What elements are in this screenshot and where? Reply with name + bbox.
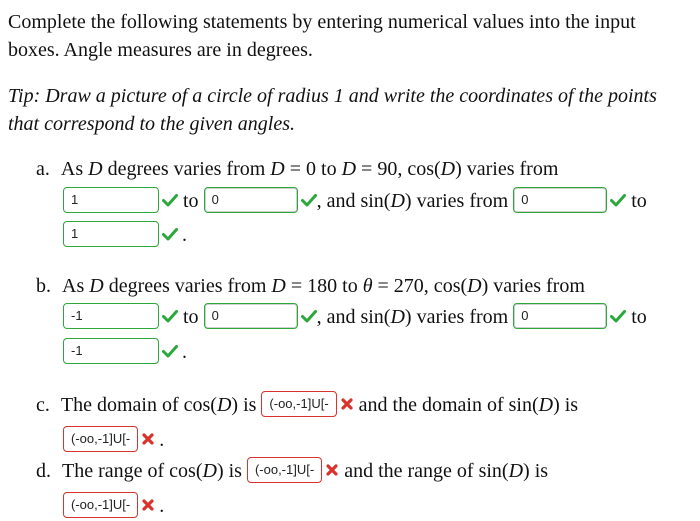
question-d-letter: d. bbox=[36, 460, 51, 482]
question-a-text-3: = 0 to bbox=[284, 158, 342, 180]
to-text: to bbox=[631, 306, 647, 328]
question-a-text-4: = 90, cos( bbox=[356, 158, 441, 180]
period-text: . bbox=[159, 429, 165, 451]
and-text: , and sin( bbox=[316, 306, 391, 328]
check-icon bbox=[162, 193, 178, 207]
cross-icon bbox=[340, 397, 354, 411]
check-icon bbox=[301, 193, 317, 207]
answer-b1-input[interactable]: -1 bbox=[63, 303, 159, 329]
question-a-letter: a. bbox=[36, 158, 50, 180]
and-text: , and sin( bbox=[316, 190, 391, 212]
answer-d2-input[interactable]: (-oo,-1]U[- bbox=[63, 492, 138, 518]
question-c-text-2: ) is bbox=[231, 394, 257, 416]
var-d: D bbox=[341, 158, 357, 180]
question-c-text-4: ) is bbox=[553, 394, 579, 416]
question-b-text-3: = 180 to bbox=[285, 275, 363, 297]
answer-a4-input[interactable]: 1 bbox=[63, 221, 159, 247]
answer-b4-input[interactable]: -1 bbox=[63, 338, 159, 364]
question-c-letter: c. bbox=[36, 394, 50, 416]
question-b-letter: b. bbox=[36, 275, 51, 297]
question-b-text-1: As bbox=[62, 275, 90, 297]
cross-icon bbox=[141, 498, 155, 512]
answer-d1-input[interactable]: (-oo,-1]U[- bbox=[247, 457, 322, 483]
question-d-text-2: ) is bbox=[216, 460, 242, 482]
question-b-text-2: degrees varies from bbox=[103, 275, 272, 297]
instructions-text: Complete the following statements by entering numerical values into the input boxes. Angle measures are in degrees. bbox=[8, 11, 636, 61]
question-d-text-4: ) is bbox=[523, 460, 549, 482]
period-text: . bbox=[182, 224, 187, 246]
var-d: D bbox=[538, 394, 554, 416]
question-a-text-5: ) varies from bbox=[455, 158, 559, 180]
var-d: D bbox=[390, 190, 405, 212]
answer-a1-input[interactable]: 1 bbox=[63, 187, 159, 213]
answer-c2-input[interactable]: (-oo,-1]U[- bbox=[63, 426, 138, 452]
var-d: D bbox=[508, 460, 524, 482]
question-c-text-3: and the domain of sin( bbox=[358, 394, 539, 416]
question-d-text-3: and the range of sin( bbox=[344, 460, 509, 482]
var-d: D bbox=[390, 306, 405, 328]
question-c-text-1: The domain of cos( bbox=[60, 394, 217, 416]
check-icon bbox=[301, 309, 317, 323]
var-d: D bbox=[467, 275, 482, 297]
varies-text: ) varies from bbox=[404, 306, 509, 328]
var-theta: θ bbox=[362, 275, 373, 297]
check-icon bbox=[162, 309, 178, 323]
cross-icon bbox=[141, 432, 155, 446]
question-a-text-1: As bbox=[60, 158, 89, 180]
question-a-text-2: degrees varies from bbox=[102, 158, 271, 180]
to-text: to bbox=[183, 306, 199, 328]
tip-text: Tip: Draw a picture of a circle of radius 1 and write the coordinates of the points that correspond to the given angles. bbox=[8, 85, 657, 135]
answer-c1-input[interactable]: (-oo,-1]U[- bbox=[261, 391, 336, 417]
question-b-text-4: = 270, cos( bbox=[372, 275, 468, 297]
check-icon bbox=[610, 309, 626, 323]
question-b-text-5: ) varies from bbox=[481, 275, 585, 297]
var-d: D bbox=[202, 460, 217, 482]
var-d: D bbox=[270, 158, 285, 180]
answer-b2-input[interactable]: 0 bbox=[204, 303, 298, 329]
var-d: D bbox=[440, 158, 456, 180]
to-text: to bbox=[631, 190, 647, 212]
answer-a2-input[interactable]: 0 bbox=[204, 187, 298, 213]
var-d: D bbox=[216, 394, 232, 416]
answer-a3-input[interactable]: 0 bbox=[513, 187, 607, 213]
var-d: D bbox=[88, 158, 103, 180]
cross-icon bbox=[325, 463, 339, 477]
var-d: D bbox=[271, 275, 286, 297]
check-icon bbox=[610, 193, 626, 207]
period-text: . bbox=[159, 495, 165, 517]
to-text: to bbox=[183, 190, 199, 212]
answer-b3-input[interactable]: 0 bbox=[513, 303, 607, 329]
check-icon bbox=[162, 344, 178, 358]
question-d-text-1: The range of cos( bbox=[62, 460, 203, 482]
check-icon bbox=[162, 227, 178, 241]
period-text: . bbox=[182, 341, 187, 363]
varies-text: ) varies from bbox=[404, 190, 509, 212]
var-d: D bbox=[89, 275, 104, 297]
